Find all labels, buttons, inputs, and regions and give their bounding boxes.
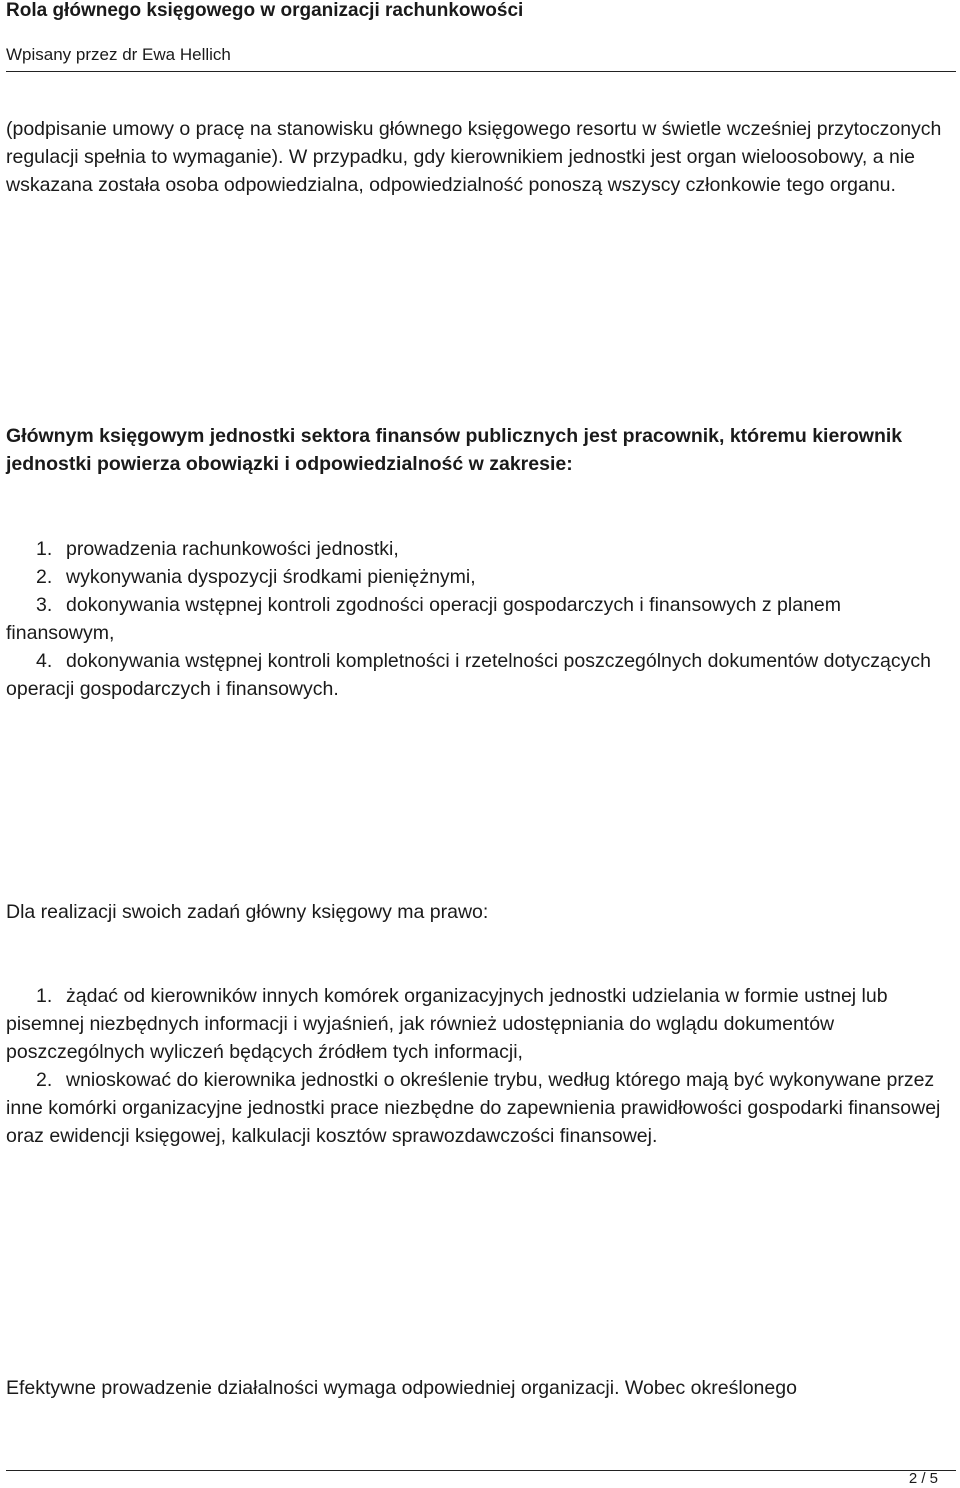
list-number: 2. bbox=[36, 566, 53, 588]
document-title: Rola głównego księgowego w organizacji rachunkowości bbox=[6, 0, 524, 21]
page-number: 2 / 5 bbox=[908, 1470, 938, 1487]
list-number: 4. bbox=[36, 650, 53, 672]
list-item bbox=[6, 591, 954, 647]
document-author: Wpisany przez dr Ewa Hellich bbox=[6, 45, 231, 64]
paragraph-rights-intro: Dla realizacji swoich zadań główny księgowy ma prawo: bbox=[6, 901, 489, 923]
list-item bbox=[6, 535, 954, 563]
rights-list bbox=[6, 982, 954, 1150]
list-item bbox=[6, 647, 954, 703]
list-item bbox=[6, 1066, 954, 1150]
list-item bbox=[6, 563, 954, 591]
footer-divider bbox=[6, 1470, 956, 1471]
list-text: wnioskować do kierownika jednostki o określenie trybu, według którego mają być wykonywane przez inne komórki organizacyjne jednostki prace niezbędne do zapewnienia prawidłowości gospodarki finansowej oraz ewidencji księgowej, kalkulacji kosztów sprawozdawczości finansowej. bbox=[6, 1069, 941, 1147]
list-text: dokonywania wstępnej kontroli kompletności i rzetelności poszczególnych dokumentów dotyczących operacji gospodarczych i finansowych. bbox=[6, 650, 931, 700]
list-number: 2. bbox=[36, 1069, 53, 1091]
list-text: prowadzenia rachunkowości jednostki, bbox=[66, 538, 399, 560]
list-number: 1. bbox=[36, 538, 53, 560]
list-item bbox=[6, 982, 954, 1066]
paragraph-chief-accountant-definition: Głównym księgowym jednostki sektora finansów publicznych jest pracownik, któremu kierownik jednostki powierza obowiązki i odpowiedzialność w zakresie: bbox=[6, 425, 903, 475]
list-number: 1. bbox=[36, 985, 53, 1007]
paragraph-organization: Efektywne prowadzenie działalności wymaga odpowiedniej organizacji. Wobec określonego bbox=[6, 1377, 797, 1399]
list-text: dokonywania wstępnej kontroli zgodności operacji gospodarczych i finansowych z planem finansowym, bbox=[6, 594, 842, 644]
duties-list bbox=[6, 535, 954, 703]
list-text: żądać od kierowników innych komórek organizacyjnych jednostki udzielania w formie ustnej lub pisemnej niezbędnych informacji i wyjaśnień, jak również udostępniania do wglądu dokumentów poszczególnych wyliczeń będących źródłem tych informacji, bbox=[6, 985, 888, 1063]
list-number: 3. bbox=[36, 594, 53, 616]
list-text: wykonywania dyspozycji środkami pieniężnymi, bbox=[66, 566, 476, 588]
paragraph-responsibility: (podpisanie umowy o pracę na stanowisku głównego księgowego resortu w świetle wcześniej przytoczonych regulacji spełnia to wymaganie). W przypadku, gdy kierownikiem jednostki jest organ wieloosobowy, a nie wskazana została osoba odpowiedzialna, odpowiedzialność ponoszą wszyscy członkowie tego organu. bbox=[6, 118, 942, 196]
header-divider bbox=[6, 71, 956, 72]
